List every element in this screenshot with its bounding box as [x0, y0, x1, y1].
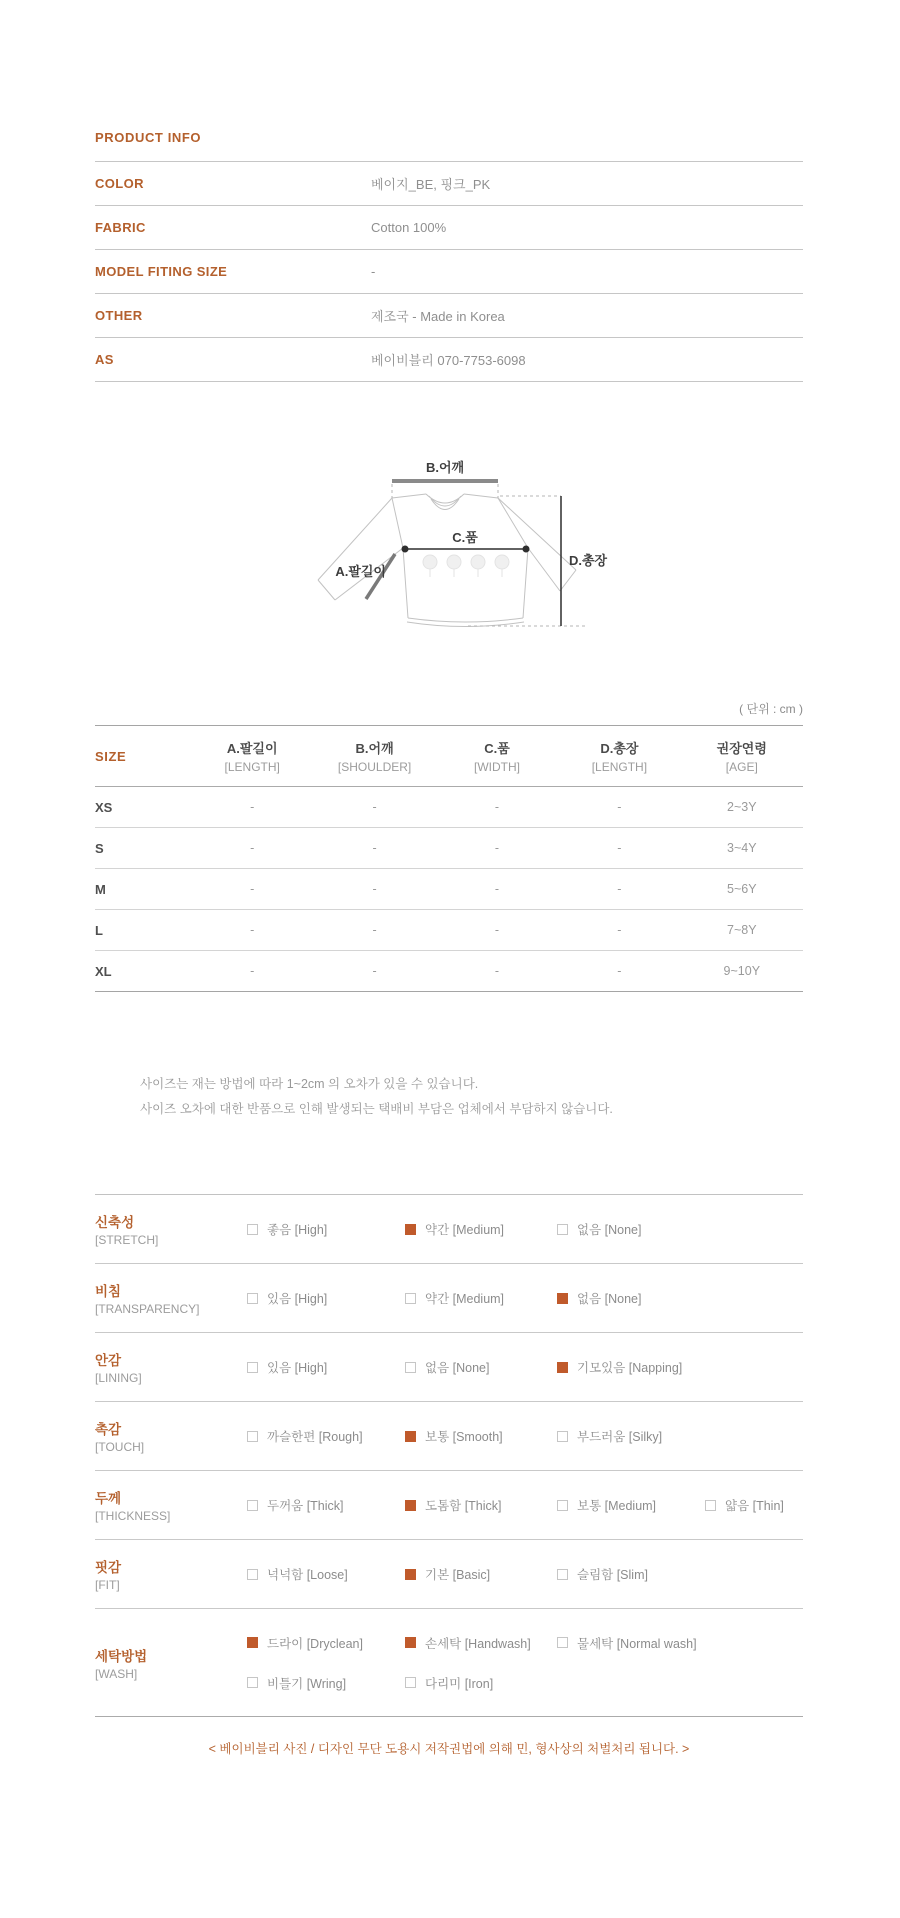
option-label: 없음 [None] — [577, 1292, 642, 1306]
attribute-options — [247, 1565, 803, 1583]
product-info-label: OTHER — [95, 308, 143, 323]
attribute-options — [247, 1496, 803, 1514]
option-label: 없음 [None] — [577, 1223, 642, 1237]
size-name: XS — [95, 799, 113, 815]
option — [557, 1496, 705, 1514]
option-label: 있음 [High] — [267, 1292, 328, 1306]
product-info-value: 제조국 - Made in Korea — [371, 309, 505, 324]
attribute-label-en: [TRANSPARENCY] — [95, 1302, 200, 1316]
checkbox-icon — [405, 1569, 416, 1580]
option — [405, 1427, 557, 1445]
option — [247, 1634, 405, 1652]
product-info-row — [95, 206, 803, 250]
option — [557, 1427, 705, 1445]
checkbox-icon — [557, 1431, 568, 1442]
attribute-label-en: [FIT] — [95, 1578, 120, 1592]
checkbox-icon — [557, 1362, 568, 1373]
attribute-options — [247, 1289, 803, 1307]
attribute-label-ko: 안감 — [95, 1353, 122, 1368]
option-label: 기모있음 [Napping] — [577, 1361, 683, 1375]
attribute-label — [95, 1418, 247, 1454]
size-name: M — [95, 881, 106, 897]
size-value: - — [250, 923, 255, 937]
size-value: - — [494, 841, 500, 855]
column-header-ko: 권장연령 — [716, 741, 767, 756]
product-info-value: Cotton 100% — [371, 220, 447, 235]
product-info-value: - — [371, 264, 376, 279]
option — [247, 1220, 405, 1238]
size-value: - — [372, 841, 377, 855]
product-info-title: PRODUCT INFO — [95, 130, 803, 162]
checkbox-icon — [557, 1500, 568, 1511]
attribute-label-en: [TOUCH] — [95, 1440, 145, 1454]
product-info-row — [95, 294, 803, 338]
checkbox-icon — [405, 1431, 416, 1442]
option — [247, 1565, 405, 1583]
option-label: 드라이 [Dryclean] — [267, 1636, 363, 1651]
checkbox-icon — [405, 1677, 416, 1688]
option-label: 까슬한편 [Rough] — [267, 1430, 363, 1444]
column-header-ko: A.팔길이 — [226, 741, 278, 756]
checkbox-icon — [247, 1637, 258, 1648]
attribute-row-stretch — [95, 1195, 803, 1264]
option — [247, 1358, 405, 1376]
size-value: 9~10Y — [723, 964, 761, 978]
product-info-value: 베이지_BE, 핑크_PK — [371, 177, 491, 192]
column-header — [191, 738, 313, 774]
size-value: - — [372, 923, 377, 937]
checkbox-icon — [557, 1637, 568, 1648]
size-table-row — [95, 828, 803, 869]
column-header — [558, 738, 680, 774]
attribute-label — [95, 1211, 247, 1247]
option — [405, 1565, 557, 1583]
column-header-ko: C.품 — [484, 741, 510, 756]
size-name: S — [95, 840, 104, 856]
attribute-row-lining — [95, 1333, 803, 1402]
size-value: - — [494, 800, 500, 814]
attribute-row-transparency — [95, 1264, 803, 1333]
attribute-row-touch — [95, 1402, 803, 1471]
product-info-row — [95, 162, 803, 206]
size-value: - — [617, 800, 622, 814]
attribute-label-ko: 두께 — [95, 1491, 122, 1506]
checkbox-icon — [247, 1677, 258, 1688]
option — [405, 1358, 557, 1376]
size-value: - — [494, 964, 500, 978]
option — [557, 1289, 705, 1307]
checkbox-icon — [247, 1293, 258, 1304]
size-value: - — [250, 964, 255, 978]
option-label: 얇음 [Thin] — [725, 1499, 784, 1513]
product-info-label: FABRIC — [95, 220, 146, 235]
column-header-en: [AGE] — [725, 760, 758, 774]
product-info-row — [95, 250, 803, 294]
attribute-label-ko: 신축성 — [95, 1215, 135, 1230]
column-header-ko: D.총장 — [600, 741, 639, 756]
attribute-row-wash — [95, 1609, 803, 1717]
size-name: L — [95, 922, 103, 938]
option-label: 슬림함 [Slim] — [577, 1568, 648, 1582]
option-label: 도톰함 [Thick] — [425, 1499, 502, 1513]
attribute-label-en: [THICKNESS] — [95, 1509, 171, 1523]
checkbox-icon — [405, 1224, 416, 1235]
option — [557, 1358, 705, 1376]
attribute-row-thickness — [95, 1471, 803, 1540]
checkbox-icon — [247, 1362, 258, 1373]
option — [405, 1634, 557, 1652]
size-value: - — [494, 923, 500, 937]
checkbox-icon — [557, 1224, 568, 1235]
attribute-label-ko: 핏감 — [95, 1560, 122, 1575]
size-table — [95, 725, 803, 992]
checkbox-icon — [557, 1293, 568, 1304]
checkbox-icon — [247, 1500, 258, 1511]
unit-note: ( 단위 : cm ) — [739, 702, 803, 716]
size-header-label: SIZE — [95, 748, 127, 764]
product-info-label: AS — [95, 352, 114, 367]
sleeve-label: A.팔길이 — [335, 564, 386, 579]
option-label: 부드러움 [Silky] — [577, 1430, 663, 1444]
option-label: 두꺼움 [Thick] — [267, 1499, 344, 1513]
option — [557, 1220, 705, 1238]
option — [247, 1427, 405, 1445]
option — [557, 1565, 705, 1583]
wash-options-line-1 — [247, 1634, 803, 1652]
attribute-label — [95, 1487, 247, 1523]
attribute-label-ko: 세탁방법 — [95, 1648, 148, 1664]
width-label: C.품 — [452, 530, 478, 545]
size-value: - — [617, 923, 622, 937]
option — [557, 1634, 705, 1652]
column-header — [313, 738, 435, 774]
option — [405, 1220, 557, 1238]
product-info-row — [95, 338, 803, 382]
option-label: 보통 [Medium] — [577, 1499, 657, 1513]
size-value: - — [494, 882, 500, 896]
option — [247, 1674, 405, 1692]
size-table-header — [95, 726, 803, 787]
option-label: 물세탁 [Normal wash] — [577, 1636, 697, 1651]
checkbox-icon — [247, 1569, 258, 1580]
option-label: 기본 [Basic] — [425, 1568, 491, 1582]
product-detail-page — [95, 0, 803, 1757]
column-header-en: [SHOULDER] — [337, 760, 412, 774]
size-value: 2~3Y — [727, 800, 757, 814]
size-value: - — [372, 800, 377, 814]
option-label: 보통 [Smooth] — [425, 1430, 503, 1444]
option — [405, 1289, 557, 1307]
size-value: 3~4Y — [727, 841, 757, 855]
attribute-row-fit — [95, 1540, 803, 1609]
option-label: 약간 [Medium] — [425, 1223, 505, 1237]
checkbox-icon — [247, 1431, 258, 1442]
size-measurement-diagram — [95, 458, 803, 660]
product-info-label: COLOR — [95, 176, 144, 191]
attribute-label-en: [WASH] — [95, 1666, 138, 1681]
option — [247, 1289, 405, 1307]
option-label: 약간 [Medium] — [425, 1292, 505, 1306]
option — [405, 1496, 557, 1514]
option-label: 없음 [None] — [425, 1361, 490, 1375]
checkbox-icon — [405, 1500, 416, 1511]
size-table-row — [95, 869, 803, 910]
option-label: 비틀기 [Wring] — [267, 1676, 347, 1691]
attribute-options — [247, 1427, 803, 1445]
shoulder-label: B.어깨 — [425, 460, 465, 475]
size-value: - — [617, 841, 622, 855]
column-header-en: [LENGTH] — [224, 760, 280, 774]
size-table-row — [95, 951, 803, 992]
column-header — [681, 738, 803, 774]
size-value: - — [372, 964, 377, 978]
product-info-label: MODEL FITING SIZE — [95, 264, 228, 279]
attribute-label — [95, 1349, 247, 1385]
option-label: 넉넉함 [Loose] — [267, 1568, 348, 1582]
shirt-sketch-icon — [278, 458, 698, 660]
checkbox-icon — [405, 1637, 416, 1648]
size-table-row — [95, 910, 803, 951]
product-info-value: 베이비블리 070-7753-6098 — [371, 353, 526, 368]
option — [247, 1496, 405, 1514]
checkbox-icon — [705, 1500, 716, 1511]
copyright-notice: < 베이비블리 사진 / 디자인 무단 도용시 저작권법에 의해 민, 형사상의 처벌처리 됩니다. > — [208, 1742, 690, 1756]
size-notes — [140, 1072, 803, 1122]
attribute-label-ko: 촉감 — [95, 1422, 122, 1437]
fabric-attribute-table — [95, 1194, 803, 1717]
attribute-label-en: [STRETCH] — [95, 1233, 159, 1247]
column-header-ko: B.어깨 — [355, 741, 394, 756]
option-label: 있음 [High] — [267, 1361, 328, 1375]
checkbox-icon — [247, 1224, 258, 1235]
attribute-label-ko: 비침 — [95, 1284, 122, 1299]
checkbox-icon — [405, 1293, 416, 1304]
option-label: 다리미 [Iron] — [425, 1676, 494, 1691]
attribute-options — [247, 1220, 803, 1238]
size-value: - — [250, 800, 255, 814]
column-header — [436, 738, 558, 774]
size-table-row — [95, 787, 803, 828]
size-name: XL — [95, 963, 112, 979]
option-label: 손세탁 [Handwash] — [425, 1636, 531, 1651]
size-value: - — [250, 882, 255, 896]
size-value: - — [617, 882, 622, 896]
wash-options-line-2 — [247, 1674, 803, 1692]
option — [705, 1496, 803, 1514]
column-header-en: [LENGTH] — [591, 760, 648, 774]
attribute-options — [247, 1358, 803, 1376]
attribute-options — [247, 1634, 803, 1692]
checkbox-icon — [405, 1362, 416, 1373]
option — [405, 1674, 557, 1692]
attribute-label — [95, 1556, 247, 1592]
checkbox-icon — [557, 1569, 568, 1580]
column-header-en: [WIDTH] — [473, 760, 520, 774]
attribute-label — [95, 1645, 247, 1681]
size-value: - — [250, 841, 255, 855]
size-value: 7~8Y — [727, 923, 757, 937]
attribute-label-en: [LINING] — [95, 1371, 142, 1385]
size-value: - — [372, 882, 377, 896]
length-label: D.총장 — [569, 553, 608, 568]
size-note-line: 사이즈 오차에 대한 반품으로 인해 발생되는 택배비 부담은 업체에서 부담하지 않습니다. — [140, 1102, 613, 1116]
size-value: - — [617, 964, 622, 978]
attribute-label — [95, 1280, 247, 1316]
size-note-line: 사이즈는 재는 방법에 따라 1~2cm 의 오차가 있을 수 있습니다. — [140, 1077, 479, 1091]
size-value: 5~6Y — [727, 882, 757, 896]
option-label: 좋음 [High] — [267, 1223, 328, 1237]
